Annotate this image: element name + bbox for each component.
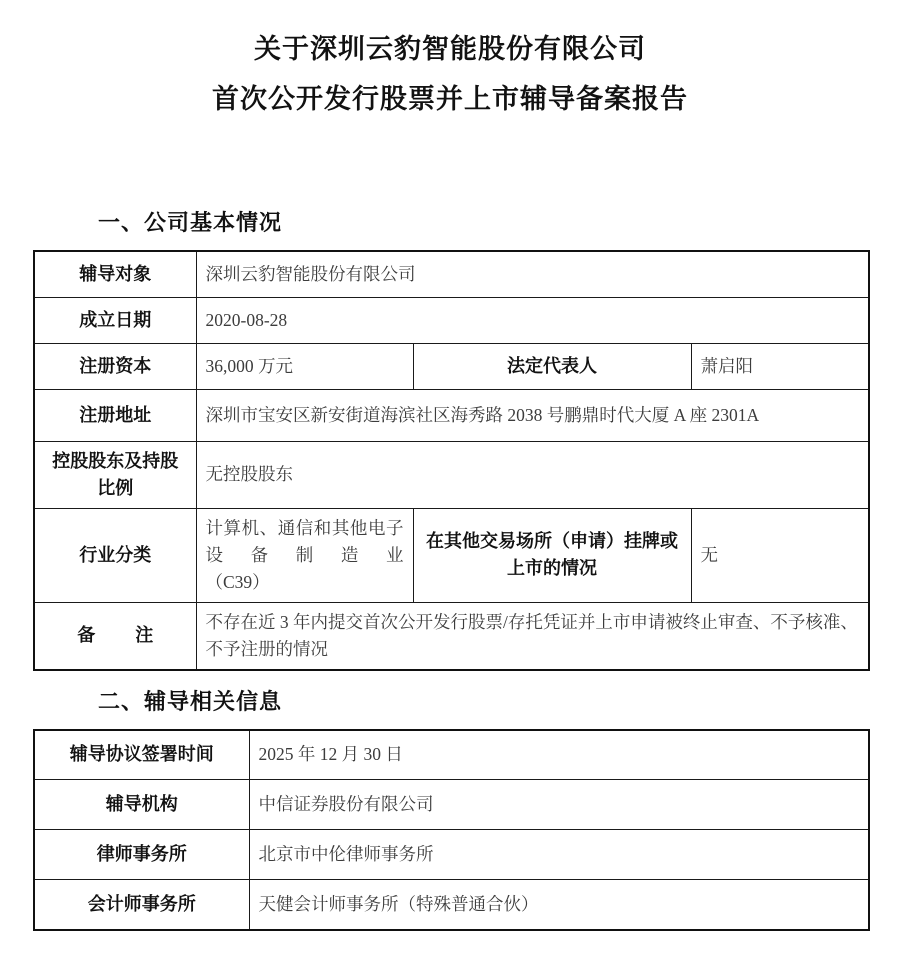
counseling-info-table <box>33 729 870 931</box>
legal-representative-value: 萧启阳 <box>691 343 869 389</box>
other-listing-label: 在其他交易场所（申请）挂牌或上市的情况 <box>413 508 691 602</box>
table-row <box>34 830 869 880</box>
table-row <box>34 297 869 343</box>
table-row <box>34 780 869 830</box>
title-line-2: 首次公开发行股票并上市辅导备案报告 <box>212 84 688 114</box>
table-row <box>34 730 869 780</box>
counseling-target-label: 辅导对象 <box>34 251 196 297</box>
law-firm-label: 律师事务所 <box>34 830 249 880</box>
agreement-sign-date-value: 2025 年 12 月 30 日 <box>249 730 869 780</box>
table-row <box>34 251 869 297</box>
table-row <box>34 602 869 670</box>
accounting-firm-label: 会计师事务所 <box>34 880 249 930</box>
industry-classification-label: 行业分类 <box>34 508 196 602</box>
table-row <box>34 508 869 602</box>
registered-address-value: 深圳市宝安区新安街道海滨社区海秀路 2038 号鹏鼎时代大厦 A 座 2301A <box>196 389 869 441</box>
table-row <box>34 343 869 389</box>
counseling-institution-value: 中信证券股份有限公司 <box>249 780 869 830</box>
controlling-shareholder-value: 无控股股东 <box>196 441 869 508</box>
registered-capital-label: 注册资本 <box>34 343 196 389</box>
remark-value: 不存在近 3 年内提交首次公开发行股票/存托凭证并上市申请被终止审查、不予核准、不予注册的情况 <box>196 602 869 670</box>
section-two-heading: 二、辅导相关信息 <box>98 688 283 714</box>
document-title <box>0 0 900 124</box>
controlling-shareholder-label: 控股股东及持股比例 <box>34 441 196 508</box>
remark-label-text: 备 注 <box>77 625 165 645</box>
accounting-firm-value: 天健会计师事务所（特殊普通合伙） <box>249 880 869 930</box>
industry-value-line-2: （C39） <box>205 571 270 592</box>
table-row <box>34 441 869 508</box>
law-firm-value: 北京市中伦律师事务所 <box>249 830 869 880</box>
establish-date-label: 成立日期 <box>34 297 196 343</box>
agreement-sign-date-label: 辅导协议签署时间 <box>34 730 249 780</box>
counseling-target-value: 深圳云豹智能股份有限公司 <box>196 251 869 297</box>
company-basic-info-table <box>33 250 870 671</box>
counseling-institution-label: 辅导机构 <box>34 780 249 830</box>
other-listing-value: 无 <box>691 508 869 602</box>
industry-classification-value <box>196 508 413 602</box>
industry-value-line-1: 计算机、通信和其他电子设备制造业 <box>205 517 404 565</box>
section-one-heading: 一、公司基本情况 <box>98 210 283 235</box>
remark-label <box>34 602 196 670</box>
registered-capital-value: 36,000 万元 <box>196 343 413 389</box>
registered-address-label: 注册地址 <box>34 389 196 441</box>
legal-representative-label: 法定代表人 <box>413 343 691 389</box>
title-line-1: 关于深圳云豹智能股份有限公司 <box>254 34 646 64</box>
table-row <box>34 389 869 441</box>
table-row <box>34 880 869 930</box>
establish-date-value: 2020-08-28 <box>196 297 869 343</box>
